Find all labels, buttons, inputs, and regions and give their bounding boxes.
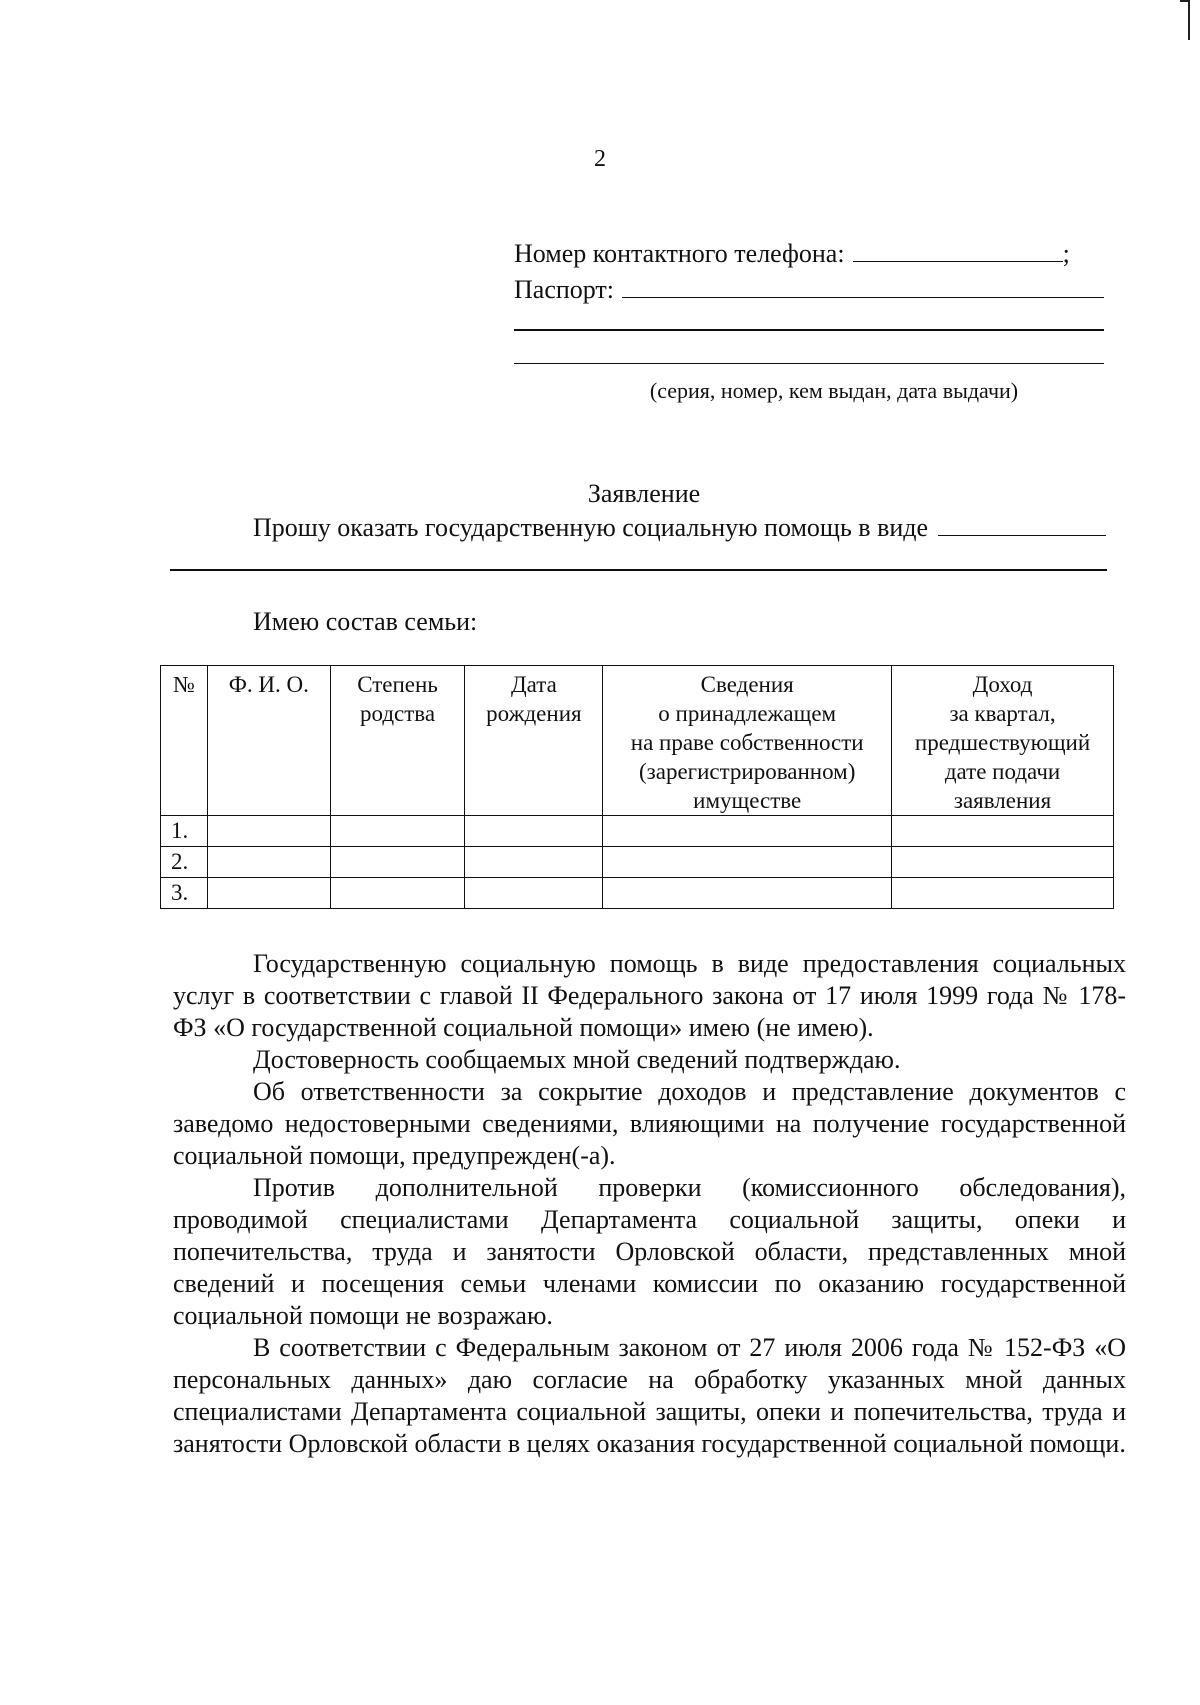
passport-hint: (серия, номер, кем выдан, дата выдачи) (649, 378, 1019, 403)
body-text (173, 948, 1126, 1460)
header-number (161, 666, 208, 816)
header-line: дате подачи (944, 759, 1061, 784)
header-income (892, 666, 1114, 816)
assistance-kind-field-line-2[interactable] (170, 569, 1107, 571)
header-line: о принадлежащем (658, 701, 837, 726)
cell-full-name[interactable] (207, 816, 330, 847)
passport-field[interactable] (622, 271, 1104, 298)
header-property (603, 666, 892, 816)
cell-relationship[interactable] (330, 878, 465, 909)
passport-field-line-2[interactable] (514, 329, 1104, 331)
row-number: 3. (161, 878, 208, 909)
paragraph-personal-data: В соответствии с Федеральным законом от 27 июля 2006 года № 152-ФЗ «О персональных данных» даю согласие на обработку указанных мной данных специалистами Департамента социальной защиты, опеки и попечительства, труда и занятости Орловской области в целях оказания государственной социальной помощи. (173, 1333, 1126, 1458)
header-line: предшествующий (914, 730, 1091, 755)
cell-income[interactable] (892, 878, 1114, 909)
header-relationship (330, 666, 465, 816)
header-line: заявления (953, 788, 1052, 813)
header-line: Сведения (700, 672, 794, 697)
passport-label: Паспорт: (514, 275, 615, 304)
cell-property[interactable] (603, 816, 892, 847)
header-line: рождения (486, 701, 582, 726)
cell-relationship[interactable] (330, 816, 465, 847)
paragraph-inspection-consent: Против дополнительной проверки (комиссионного обследования), проводимой специалистами Департамента социальной защиты, опеки и попечительства, труда и занятости Орловской области, представленных мной сведений и посещения семьи членами комиссии по оказанию государственной социальной помощи не возражаю. (173, 1173, 1126, 1330)
request-text: Прошу оказать государственную социальную помощь в виде (253, 513, 929, 542)
header-full-name (207, 666, 330, 816)
header-line: Степень (357, 672, 438, 697)
cell-birth-date[interactable] (465, 816, 603, 847)
page-number: 2 (594, 146, 606, 172)
cell-full-name[interactable] (207, 847, 330, 878)
phone-line (514, 235, 1104, 271)
paragraph-social-services: Государственную социальную помощь в виде предоставления социальных услуг в соответствии с главой II Федерального закона от 17 июля 1999 года № 178-ФЗ «О государственной социальной помощи» имею (не имею). (173, 949, 1126, 1042)
passport-field-line-3[interactable] (514, 363, 1104, 365)
header-line: Ф. И. О. (228, 672, 309, 697)
cell-income[interactable] (892, 816, 1114, 847)
phone-end: ; (1062, 239, 1070, 268)
document-title: Заявление (587, 479, 701, 508)
phone-label: Номер контактного телефона: (514, 239, 845, 268)
header-line: Доход (972, 672, 1033, 697)
cell-property[interactable] (603, 878, 892, 909)
table-header-row (161, 666, 1114, 816)
contact-block (514, 235, 1104, 408)
paragraph-confirmation: Достоверность сообщаемых мной сведений подтверждаю. (253, 1045, 901, 1074)
header-line: имуществе (693, 788, 802, 813)
header-line: на праве собственности (630, 730, 864, 755)
header-line: за квартал, (949, 701, 1056, 726)
cell-income[interactable] (892, 847, 1114, 878)
table-row (161, 847, 1114, 878)
header-line: (зарегистрированном) (638, 759, 856, 784)
paragraph-responsibility: Об ответственности за сокрытие доходов и представление документов с заведомо недостоверными сведениями, влияющими на получение государственной социальной помощи, предупрежден(-а). (173, 1077, 1126, 1170)
cell-full-name[interactable] (207, 878, 330, 909)
row-number: 2. (161, 847, 208, 878)
row-number: 1. (161, 816, 208, 847)
cell-relationship[interactable] (330, 847, 465, 878)
passport-line (514, 271, 1104, 307)
family-table (160, 665, 1114, 909)
table-row (161, 816, 1114, 847)
request-line (253, 509, 1106, 543)
phone-field[interactable] (853, 235, 1063, 262)
header-birth-date (465, 666, 603, 816)
cell-birth-date[interactable] (465, 878, 603, 909)
header-line: № (172, 672, 195, 697)
header-line: Дата (510, 672, 557, 697)
family-label: Имею состав семьи: (253, 607, 478, 636)
cell-birth-date[interactable] (465, 847, 603, 878)
assistance-kind-field[interactable] (938, 509, 1106, 536)
table-row (161, 878, 1114, 909)
page-edge-line (1188, 0, 1190, 40)
header-line: родства (359, 701, 436, 726)
cell-property[interactable] (603, 847, 892, 878)
